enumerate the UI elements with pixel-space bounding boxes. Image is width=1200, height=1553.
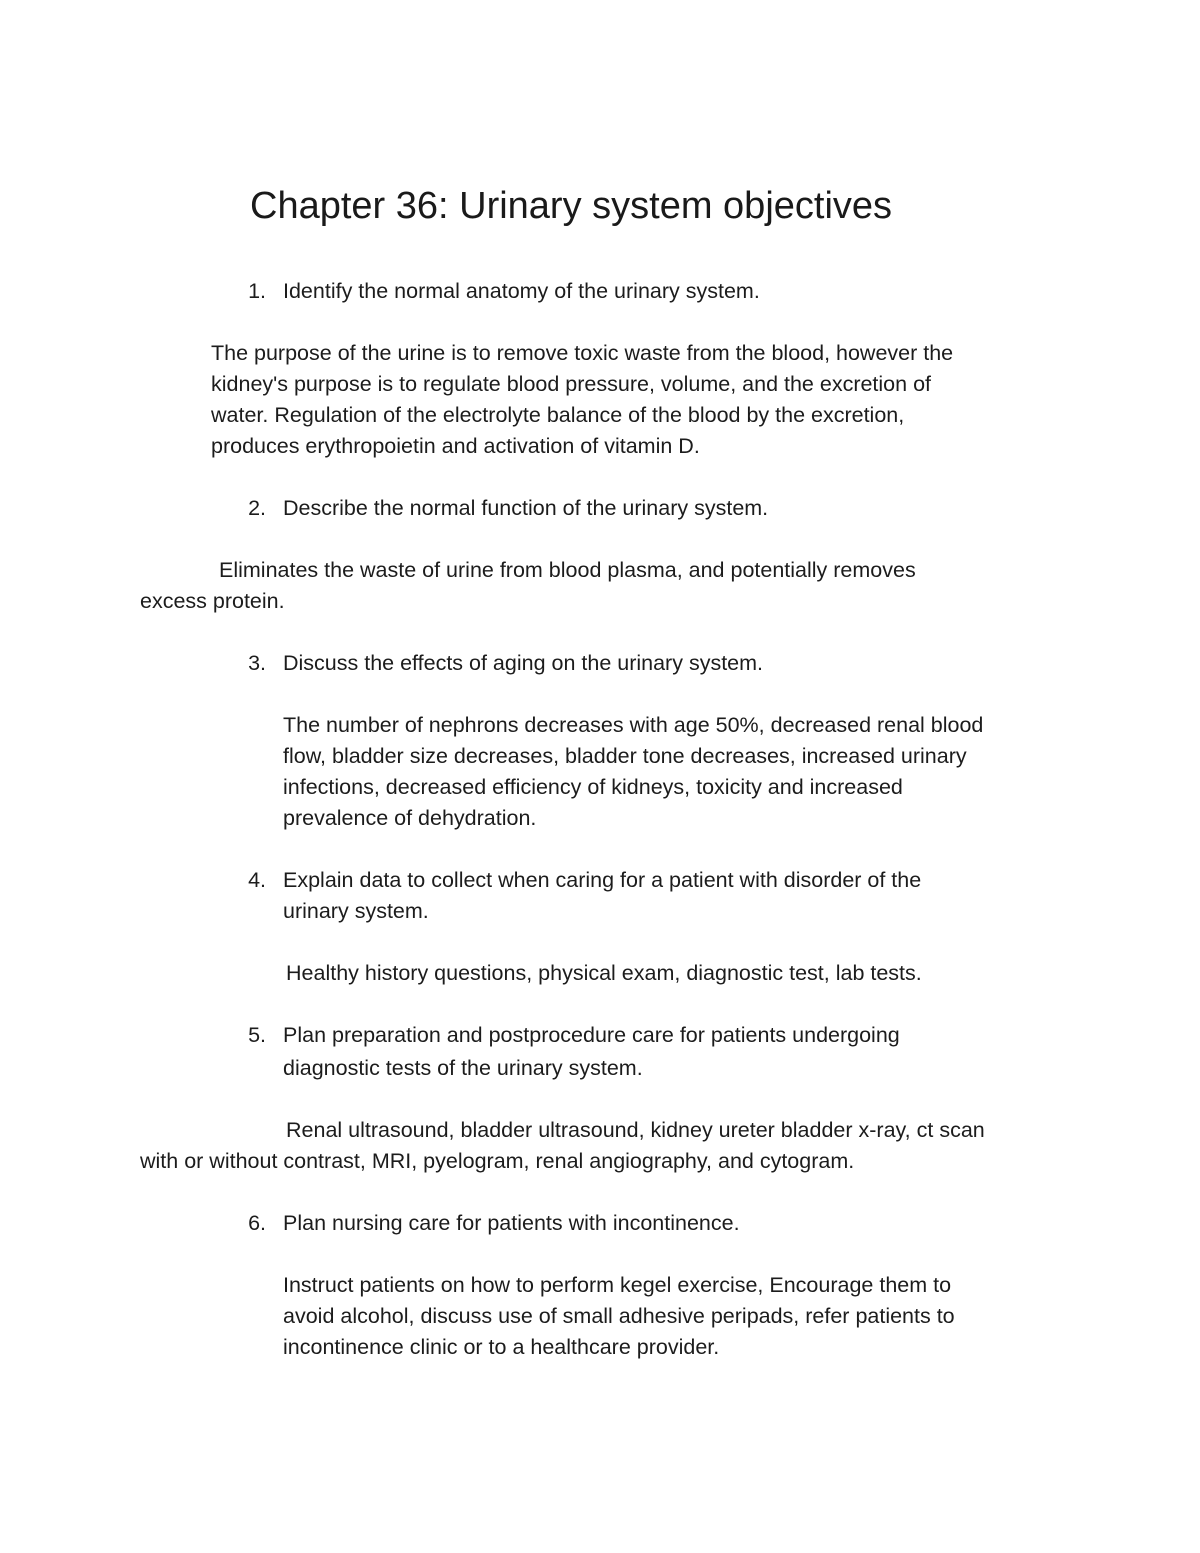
answer-line: The purpose of the urine is to remove toxic waste from the blood, however the: [211, 341, 954, 365]
answer-line: infections, decreased efficiency of kidneys, toxicity and increased: [283, 775, 903, 799]
answer-line: water. Regulation of the electrolyte balance of the blood by the excretion,: [211, 403, 905, 427]
objective-1-number: 1.: [248, 279, 266, 303]
objective-2-question: Describe the normal function of the urinary system.: [283, 496, 769, 520]
answer-line: Eliminates the waste of urine from blood plasma, and potentially removes: [219, 558, 916, 582]
answer-line: The number of nephrons decreases with age 50%, decreased renal blood: [283, 713, 984, 737]
answer-line: prevalence of dehydration.: [283, 806, 537, 830]
objective-3-number: 3.: [248, 651, 266, 675]
answer-line: kidney's purpose is to regulate blood pressure, volume, and the excretion of: [211, 372, 931, 396]
answer-line: with or without contrast, MRI, pyelogram, renal angiography, and cytogram.: [140, 1149, 855, 1173]
objective-4-number: 4.: [248, 868, 266, 892]
objective-1-question: Identify the normal anatomy of the urinary system.: [283, 279, 760, 303]
objective-3-question: Discuss the effects of aging on the urinary system.: [283, 651, 764, 675]
answer-line: Healthy history questions, physical exam, diagnostic test, lab tests.: [286, 961, 922, 985]
objective-5-question-cont: diagnostic tests of the urinary system.: [283, 1056, 643, 1080]
answer-line: Renal ultrasound, bladder ultrasound, kidney ureter bladder x-ray, ct scan: [286, 1118, 985, 1142]
objective-4-question-cont: urinary system.: [283, 899, 429, 923]
objective-6-number: 6.: [248, 1211, 266, 1235]
answer-line: excess protein.: [140, 589, 285, 613]
answer-line: flow, bladder size decreases, bladder tone decreases, increased urinary: [283, 744, 967, 768]
answer-line: incontinence clinic or to a healthcare provider.: [283, 1335, 720, 1359]
objective-5-number: 5.: [248, 1023, 266, 1047]
objective-6-question: Plan nursing care for patients with incontinence.: [283, 1211, 740, 1235]
objective-4-question: Explain data to collect when caring for a patient with disorder of the: [283, 868, 922, 892]
answer-line: Instruct patients on how to perform kegel exercise, Encourage them to: [283, 1273, 952, 1297]
objective-2-number: 2.: [248, 496, 266, 520]
objective-5-question: Plan preparation and postprocedure care for patients undergoing: [283, 1023, 900, 1047]
page-title: Chapter 36: Urinary system objectives: [250, 185, 893, 227]
answer-line: produces erythropoietin and activation of vitamin D.: [211, 434, 700, 458]
answer-line: avoid alcohol, discuss use of small adhesive peripads, refer patients to: [283, 1304, 955, 1328]
